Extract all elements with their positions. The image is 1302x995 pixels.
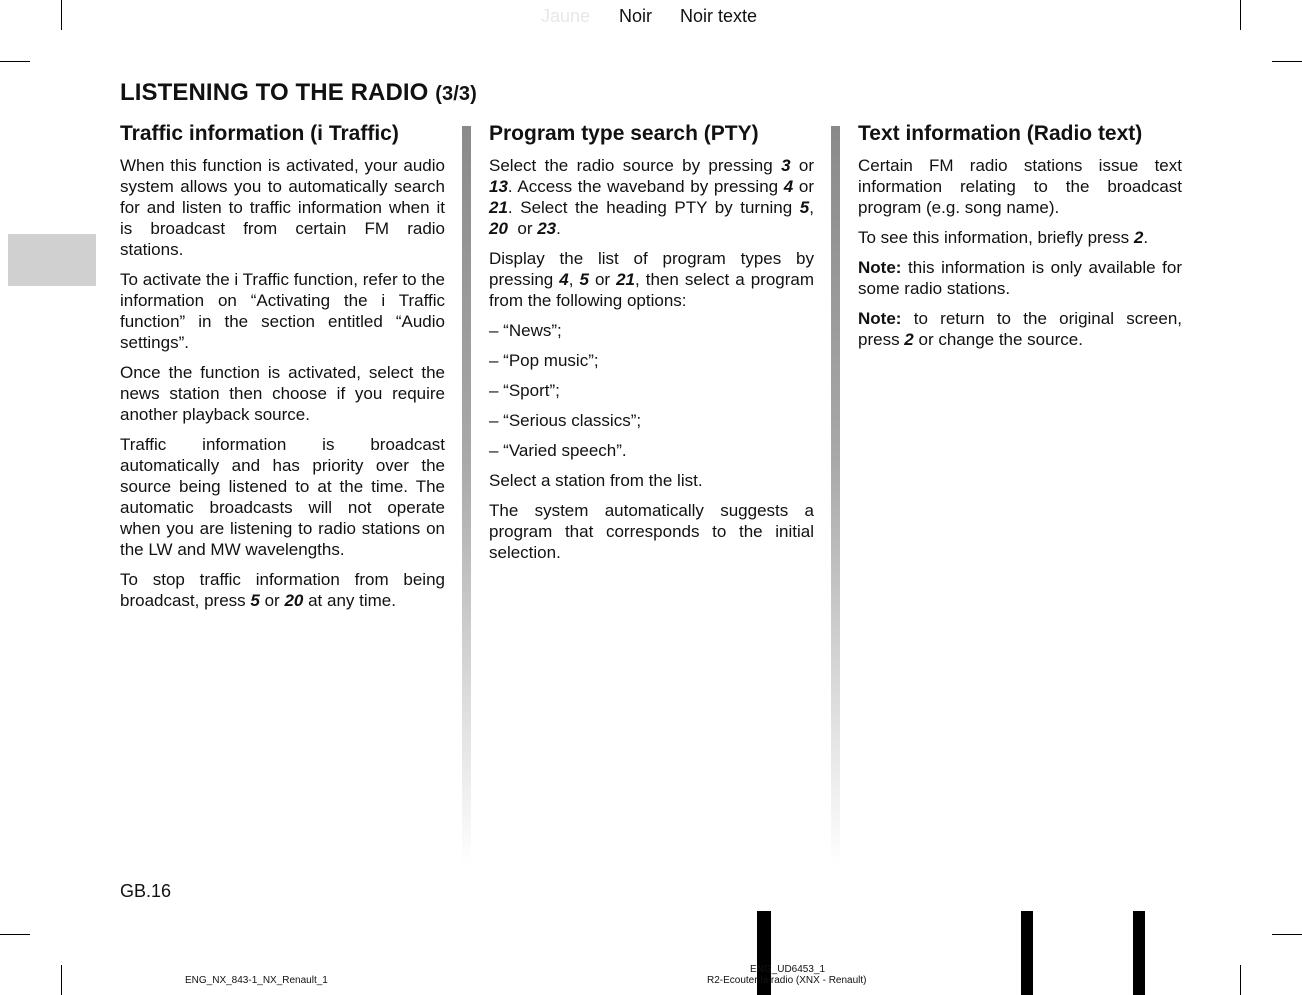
key-number: 4 (783, 177, 794, 196)
section-heading: Text information (Radio text) (858, 122, 1143, 145)
section-heading: Program type search (PTY) (489, 122, 759, 145)
column-program-type-search (489, 120, 814, 572)
footer-reference: ENG_UD6453_1 (750, 964, 826, 975)
crop-mark (61, 965, 62, 995)
list-item: – “Varied speech”. (489, 441, 627, 460)
list-item: – “News”; (489, 321, 562, 340)
paragraph: Traffic information is broadcast automatically and has priority over the source being listened to at the time. The automatic broadcasts will not operate when you are listening to radio stations on the LW and MW wavelengths. (120, 435, 445, 559)
paragraph: To stop traffic information from being broadcast, press 5 or 20 at any time. (120, 570, 445, 610)
note-label: Note: (858, 309, 902, 328)
crop-mark (1272, 934, 1302, 935)
key-number: 13 (489, 177, 508, 196)
list-item: – “Pop music”; (489, 351, 599, 370)
footer-section-name: R2-Ecouter la radio (XNX - Renault) (707, 975, 867, 986)
key-number: 5 (250, 591, 260, 610)
crop-mark (61, 0, 62, 30)
key-number: 21 (489, 198, 508, 217)
key-number: 3 (781, 156, 791, 175)
page-title-part: (3/3) (435, 83, 477, 105)
key-number: 23 (537, 219, 557, 238)
registration-noir: Noir (619, 6, 653, 26)
key-number: 20 (284, 591, 304, 610)
registration-jaune: Jaune (541, 6, 591, 26)
list-item: – “Sport”; (489, 381, 560, 400)
crop-mark (0, 61, 30, 62)
registration-bar (1133, 911, 1145, 995)
note-label: Note: (858, 258, 902, 277)
paragraph: When this function is activated, your audio system allows you to automatically search for and listen to traffic information when it is broadcast from certain FM radio stations. (120, 156, 445, 259)
column-traffic-information (120, 120, 445, 620)
chapter-tab (8, 234, 96, 286)
paragraph: Display the list of program types by pressing 4, 5 or 21, then select a program from the following options: (489, 249, 815, 310)
crop-mark (0, 934, 30, 935)
crop-mark (1240, 965, 1241, 995)
key-number: 5 (799, 198, 810, 217)
column-divider (831, 126, 840, 866)
list-item: – “Serious classics”; (489, 411, 642, 430)
key-number: 2 (904, 330, 914, 349)
key-number: 21 (616, 270, 635, 289)
note: Note: this information is only available for some radio stations. (858, 258, 1182, 298)
note: Note: to return to the original screen, press 2 or change the source. (858, 309, 1182, 349)
footer-document-code: ENG_NX_843-1_NX_Renault_1 (185, 975, 328, 986)
key-number: 20 (489, 219, 508, 238)
crop-mark (1240, 0, 1241, 30)
registration-bar (1021, 911, 1033, 995)
page-title (120, 79, 477, 107)
paragraph: Select a station from the list. (489, 471, 703, 490)
key-number: 4 (559, 270, 569, 289)
page-title-main: LISTENING TO THE RADIO (120, 79, 429, 106)
column-text-information (858, 120, 1182, 359)
paragraph: To see this information, briefly press 2. (858, 228, 1149, 247)
paragraph: The system automatically suggests a program that corresponds to the initial selection. (489, 501, 814, 562)
crop-mark (1272, 61, 1302, 62)
paragraph: Once the function is activated, select the news station then choose if you require another playback source. (120, 363, 445, 424)
paragraph: Certain FM radio stations issue text information relating to the broadcast program (e.g. song name). (858, 156, 1182, 217)
section-heading: Traffic information (i Traffic) (120, 122, 399, 145)
key-number: 5 (579, 270, 589, 289)
registration-noir-texte: Noir texte (680, 6, 758, 26)
paragraph: Select the radio source by pressing 3 or 13. Access the waveband by pressing 4 or 21. Select the heading PTY by turning 5, 20 or 23. (489, 156, 815, 238)
key-number: 2 (1133, 228, 1144, 247)
column-divider (462, 126, 471, 866)
page-number: GB.16 (120, 881, 172, 901)
paragraph: To activate the i Traffic function, refer to the information on “Activating the i Traffic function” in the section entitled “Audio settings”. (120, 270, 445, 352)
